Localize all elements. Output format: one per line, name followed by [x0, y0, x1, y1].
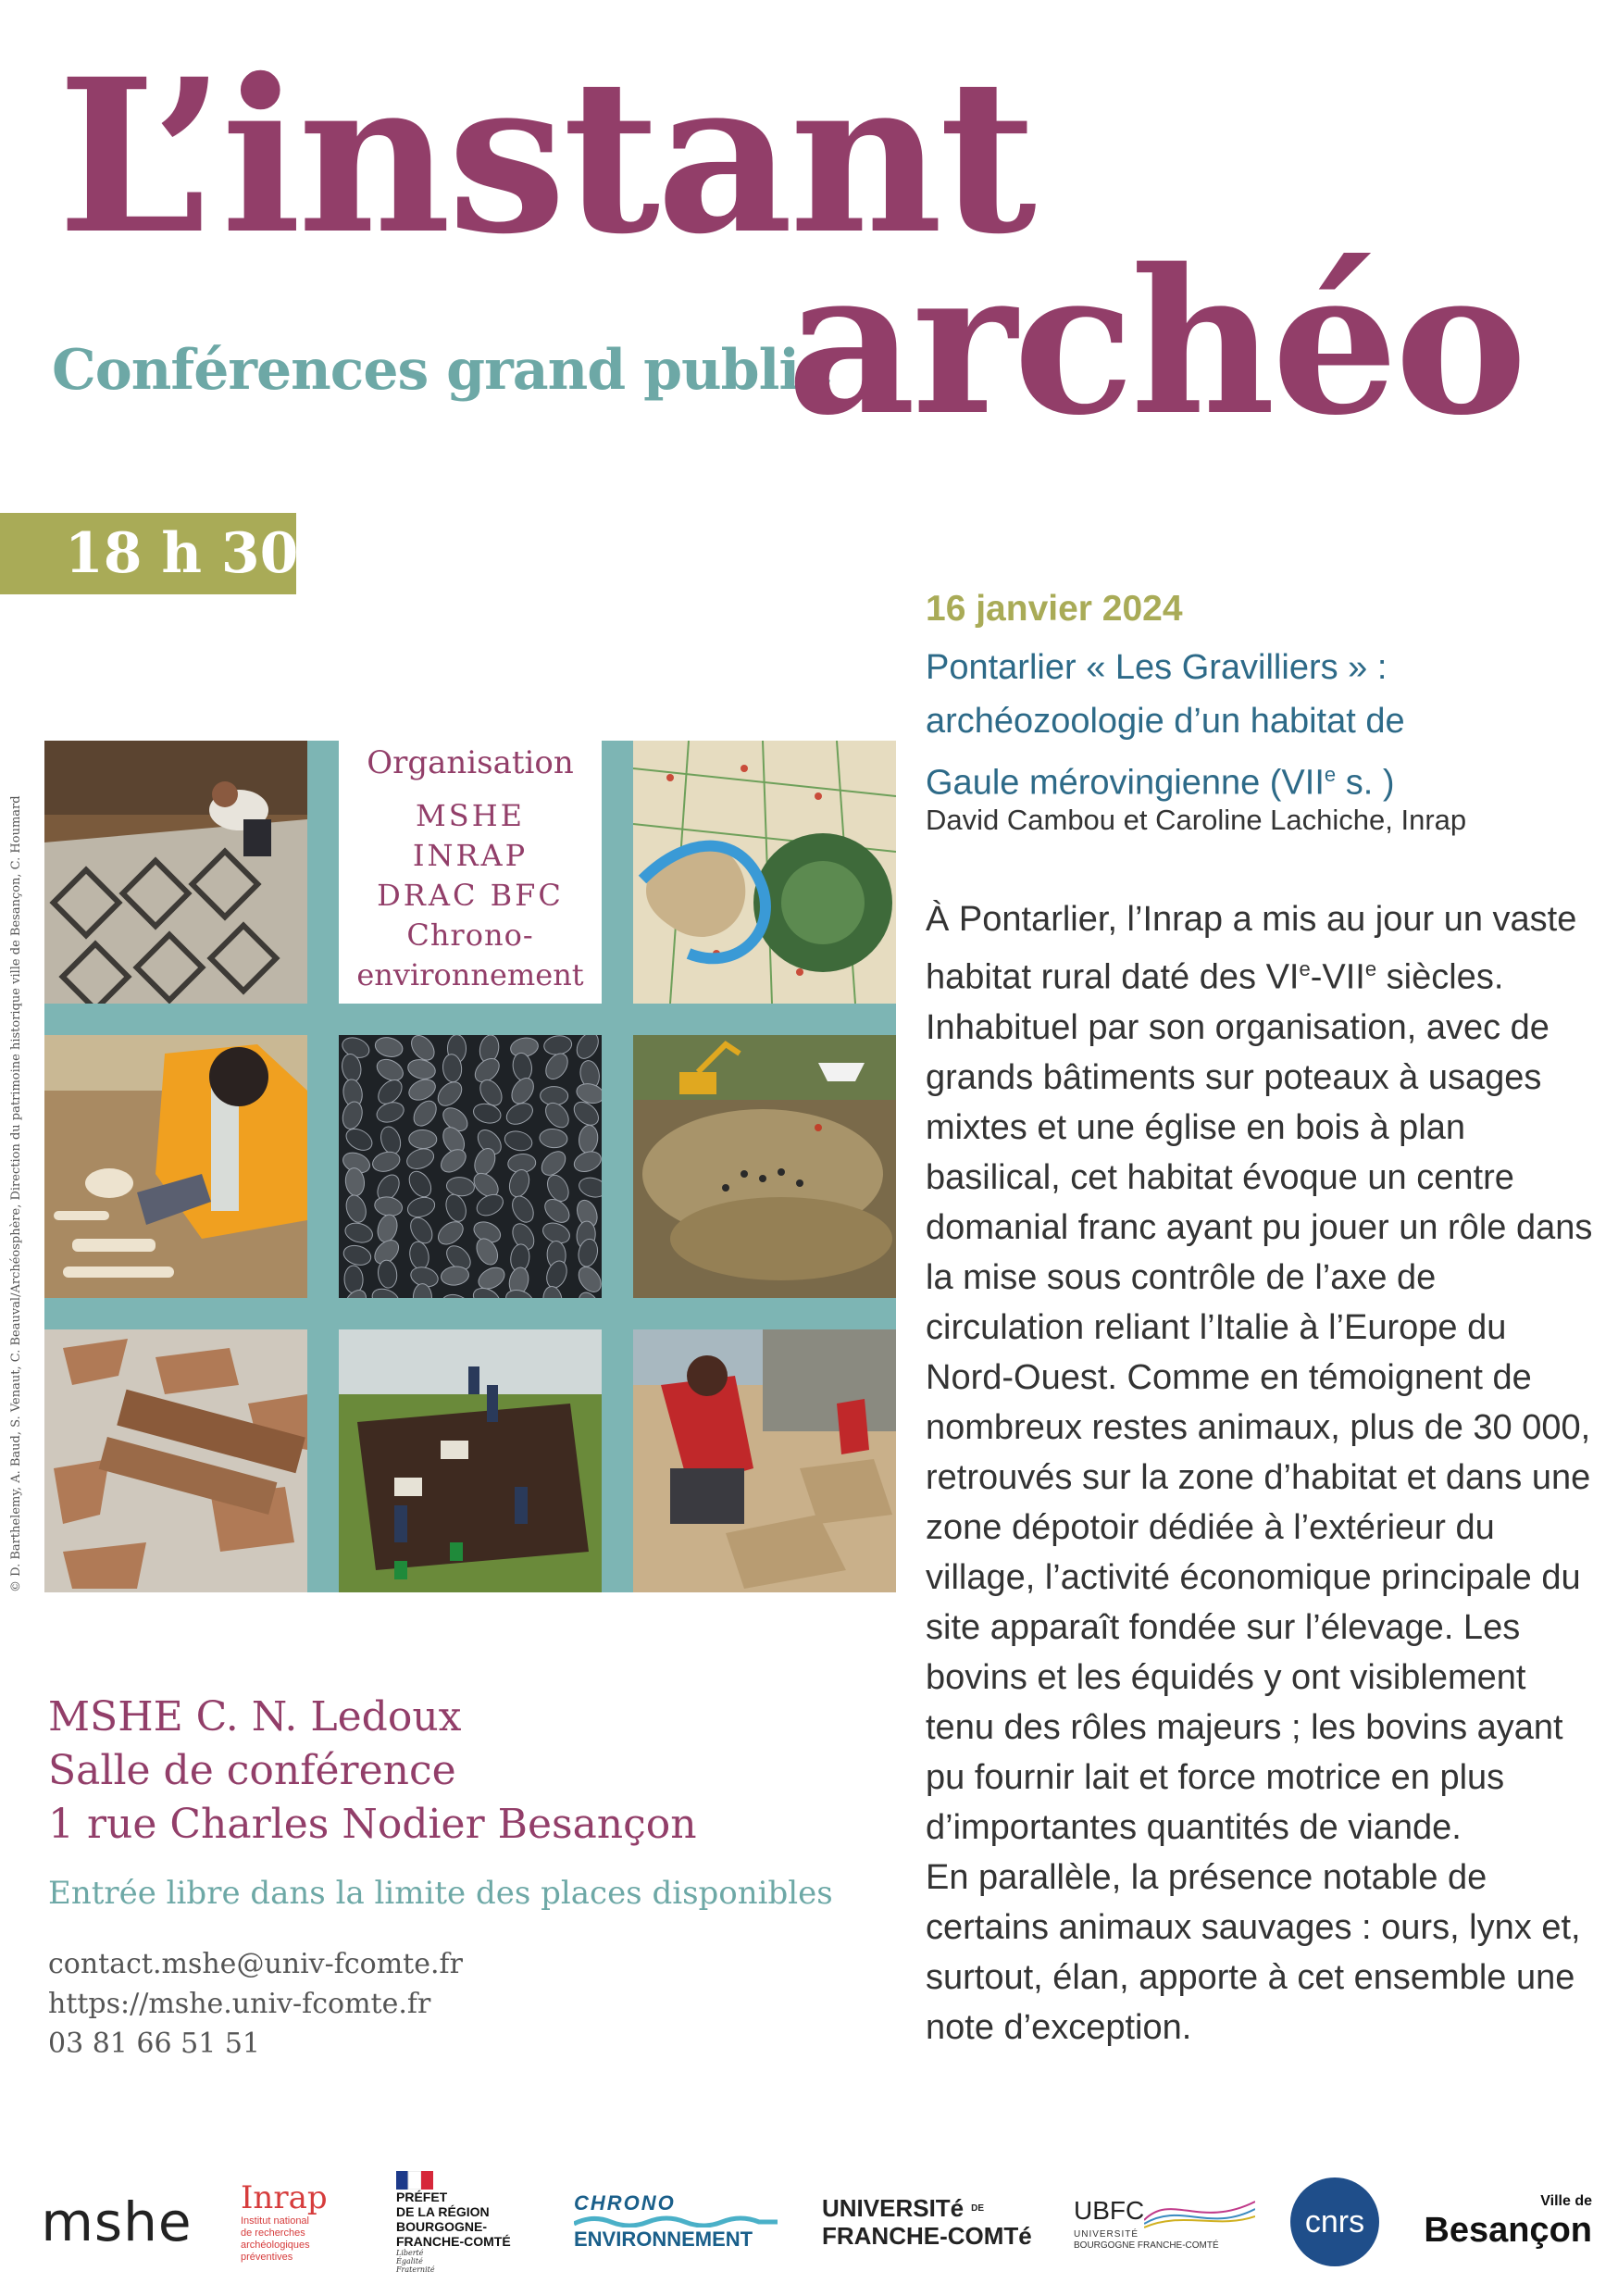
- description-sup: e: [1299, 957, 1311, 980]
- time-text: 18 h 30: [65, 521, 299, 586]
- prefet-logo: [396, 2166, 526, 2277]
- description-paragraph: En parallèle, la présence notable de certains animaux sauvages : ours, lynx et, surtout, élan, apporte à cet ensemble une note d’exception.: [926, 1857, 1581, 2047]
- besancon-text: Ville de: [1540, 2193, 1592, 2209]
- seed-shape: [408, 1129, 437, 1149]
- subtitle: Conférences grand public: [52, 338, 832, 403]
- prefet-text: FRANCHE-COMTÉ: [396, 2233, 511, 2249]
- ubfc-text: BOURGOGNE FRANCHE-COMTÉ: [1074, 2240, 1219, 2251]
- event-title-text: s. ): [1336, 763, 1395, 803]
- prefet-text: BOURGOGNE-: [396, 2218, 487, 2234]
- event-title-sup: e: [1324, 763, 1337, 786]
- universite-franche-comte-logo: [822, 2166, 1044, 2277]
- organisation-item: Chrono-: [406, 917, 534, 953]
- prefet-text: PRÉFET: [396, 2189, 448, 2204]
- venue: [48, 1691, 697, 1852]
- chrono-environnement-logo: [574, 2166, 778, 2277]
- contact-email[interactable]: contact.mshe@univ-fcomte.fr: [48, 1948, 463, 1980]
- event-description: [926, 894, 1601, 2053]
- event-title-text: Gaule mérovingienne (VII: [926, 763, 1325, 803]
- mshe-logo: [33, 2166, 200, 2277]
- prefet-motto: Fraternité: [396, 2265, 435, 2274]
- organisation-item: INRAP: [412, 838, 529, 873]
- venue-address: 1 rue Charles Nodier Besançon: [48, 1801, 697, 1848]
- prefet-text: DE LA RÉGION: [396, 2203, 490, 2219]
- seed-shape: [540, 1086, 567, 1105]
- contact-phone: 03 81 66 51 51: [48, 2028, 261, 2060]
- entry-info: Entrée libre dans la limite des places disponibles: [48, 1875, 833, 1912]
- title-line1: L’instant: [57, 32, 1033, 281]
- photo-credit: © D. Barthelemy, A. Baud, S. Venaut, C. Beauval/Archéosphère, Direction du patrimoine historique ville de Besançon, C. Houmard: [9, 795, 23, 1592]
- cnrs-text: cnrs: [1304, 2203, 1365, 2240]
- besancon-logo: [1416, 2166, 1592, 2277]
- photo-wood-fragments: [44, 1329, 307, 1592]
- chrono-text: ENVIRONNEMENT: [574, 2227, 753, 2251]
- ufc-text: UNIVERSITé: [822, 2194, 965, 2222]
- description-sup: e: [1364, 957, 1377, 980]
- photo-mosaic-excavation: [44, 741, 307, 1004]
- photo-grid: [44, 741, 896, 1592]
- marianne-icon: [396, 2171, 433, 2190]
- event-title-line: archéozoologie d’un habitat de: [926, 702, 1405, 741]
- wave-icon: [574, 2215, 778, 2227]
- description-text: À Pontarlier, l’Inrap a mis au jour un vaste habitat rural daté des VI: [926, 900, 1577, 997]
- venue-name: MSHE C. N. Ledoux: [48, 1693, 462, 1741]
- ufc-text: FRANCHE-COMTé: [822, 2222, 1032, 2250]
- mshe-logo-text: mshe: [41, 2190, 193, 2253]
- organisation-heading: Organisation: [367, 744, 574, 781]
- inrap-logo-text: Inrap: [241, 2179, 328, 2216]
- inrap-logo-sub: Institut national: [241, 2215, 309, 2227]
- inrap-logo-sub: de recherches: [241, 2227, 305, 2239]
- event-speakers: David Cambou et Caroline Lachiche, Inrap: [926, 804, 1467, 836]
- organisation-panel: [339, 741, 602, 1004]
- organisation-item: MSHE: [416, 798, 525, 833]
- event-title-line: [926, 748, 1592, 810]
- photo-seeds: [339, 1035, 602, 1298]
- photo-team-excavation: [339, 1329, 602, 1592]
- contact: [48, 1944, 463, 2064]
- seed-shape: [344, 1266, 364, 1294]
- photo-map: [633, 741, 896, 1004]
- photo-digging: [633, 1329, 896, 1592]
- photo-excavation-site: [633, 1035, 896, 1298]
- description-text: siècles. Inhabituel par son organisation, avec de grands bâtiments sur poteaux à usages mixtes et une église en bois à plan basilical, cet habitat évoque un centre domanial franc ayant pu jouer un rôle dans la mise sous contrôle de l’axe de circulation reliant l’Italie à l’Europe du Nord-Ouest. Comme en témoignent de nombreux restes animaux, plus de 30 000, retrouvés sur la zone d’habitat et dans une zone dépotoir dédiée à l’extérieur du village, l’activité économique principale du site apparaît fondée sur l’élevage. Les bovins et les équidés y ont visiblement tenu des rôles majeurs ; les bovins ayant pu fournir lait et force motrice en plus d’importantes quantités de viande.: [926, 957, 1593, 1847]
- venue-room: Salle de conférence: [48, 1747, 456, 1794]
- organisation-item: DRAC BFC: [377, 878, 564, 913]
- description-paragraph: [926, 894, 1601, 1853]
- event-title: [926, 641, 1592, 810]
- chrono-text: CHRONO: [574, 2191, 676, 2215]
- inrap-logo-sub: archéologiques: [241, 2240, 310, 2251]
- ubfc-curves-icon: [1144, 2192, 1255, 2229]
- event-date: 16 janvier 2024: [926, 589, 1183, 629]
- prefet-motto: Liberté: [396, 2248, 424, 2257]
- inrap-logo-sub: préventives: [241, 2252, 293, 2263]
- organisation-item: environnement: [356, 957, 584, 992]
- inrap-logo: [241, 2166, 352, 2277]
- ubfc-logo: [1074, 2166, 1259, 2277]
- prefet-motto: Égalité: [396, 2256, 423, 2265]
- contact-website[interactable]: https://mshe.univ-fcomte.fr: [48, 1988, 431, 2020]
- title-line2: archéo: [787, 225, 1525, 459]
- besancon-text: Besançon: [1424, 2211, 1592, 2250]
- cnrs-logo: [1288, 2166, 1381, 2277]
- ubfc-text: UNIVERSITÉ: [1074, 2229, 1139, 2240]
- ubfc-text: UBFC: [1074, 2196, 1145, 2225]
- photo-archaeologist-bones: [44, 1035, 307, 1298]
- event-title-line: Pontarlier « Les Gravilliers » :: [926, 648, 1388, 687]
- organisation-list: [339, 796, 602, 995]
- ufc-text: DE: [971, 2202, 985, 2214]
- description-text: -VII: [1310, 957, 1365, 997]
